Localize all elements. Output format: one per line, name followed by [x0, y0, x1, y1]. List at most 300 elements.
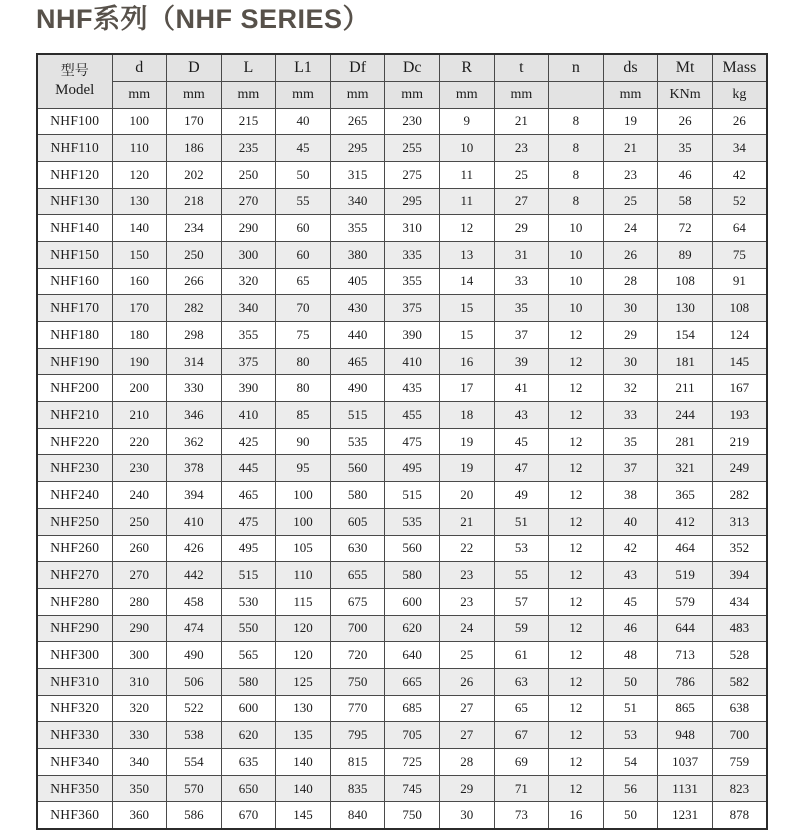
column-unit-mt: KNm — [658, 81, 713, 108]
value-cell-r: 13 — [439, 241, 494, 268]
value-cell-mt: 108 — [658, 268, 713, 295]
value-cell-mass: 282 — [712, 482, 767, 509]
value-cell-t: 43 — [494, 402, 549, 429]
value-cell-r: 10 — [439, 135, 494, 162]
value-cell-l: 580 — [221, 668, 276, 695]
table-row-nhf170 — [37, 295, 767, 322]
value-cell-t: 51 — [494, 508, 549, 535]
value-cell-mass: 878 — [712, 802, 767, 829]
model-cell: NHF240 — [37, 482, 112, 509]
value-cell-n: 12 — [549, 588, 604, 615]
value-cell-r: 22 — [439, 535, 494, 562]
value-cell-d: 442 — [167, 562, 222, 589]
value-cell-df: 560 — [330, 455, 385, 482]
value-cell-df: 315 — [330, 161, 385, 188]
value-cell-dc: 495 — [385, 455, 440, 482]
value-cell-mass: 582 — [712, 668, 767, 695]
value-cell-d: 362 — [167, 428, 222, 455]
model-cell: NHF170 — [37, 295, 112, 322]
value-cell-ds: 45 — [603, 588, 658, 615]
value-cell-l: 355 — [221, 322, 276, 349]
value-cell-t: 55 — [494, 562, 549, 589]
value-cell-n: 12 — [549, 402, 604, 429]
value-cell-ds: 30 — [603, 295, 658, 322]
value-cell-d: 260 — [112, 535, 167, 562]
value-cell-t: 73 — [494, 802, 549, 829]
column-header-df: Df — [330, 54, 385, 81]
value-cell-dc: 535 — [385, 508, 440, 535]
value-cell-df: 535 — [330, 428, 385, 455]
value-cell-d: 100 — [112, 108, 167, 135]
table-row-nhf360 — [37, 802, 767, 829]
value-cell-l: 635 — [221, 749, 276, 776]
model-cell: NHF190 — [37, 348, 112, 375]
value-cell-ds: 28 — [603, 268, 658, 295]
value-cell-mass: 352 — [712, 535, 767, 562]
value-cell-ds: 50 — [603, 668, 658, 695]
value-cell-d: 320 — [112, 695, 167, 722]
value-cell-dc: 600 — [385, 588, 440, 615]
value-cell-n: 12 — [549, 322, 604, 349]
model-cell: NHF250 — [37, 508, 112, 535]
table-row-nhf350 — [37, 775, 767, 802]
value-cell-d: 290 — [112, 615, 167, 642]
value-cell-n: 8 — [549, 135, 604, 162]
value-cell-d: 522 — [167, 695, 222, 722]
column-unit-dc: mm — [385, 81, 440, 108]
value-cell-n: 8 — [549, 108, 604, 135]
value-cell-l1: 130 — [276, 695, 331, 722]
value-cell-d: 180 — [112, 322, 167, 349]
value-cell-l: 340 — [221, 295, 276, 322]
value-cell-mt: 281 — [658, 428, 713, 455]
value-cell-d: 110 — [112, 135, 167, 162]
value-cell-l1: 55 — [276, 188, 331, 215]
value-cell-d: 538 — [167, 722, 222, 749]
value-cell-t: 67 — [494, 722, 549, 749]
value-cell-d: 220 — [112, 428, 167, 455]
column-header-mt: Mt — [658, 54, 713, 81]
model-header-zh: 型号 — [60, 63, 89, 79]
value-cell-df: 720 — [330, 642, 385, 669]
table-row-nhf280 — [37, 588, 767, 615]
value-cell-d: 282 — [167, 295, 222, 322]
value-cell-ds: 32 — [603, 375, 658, 402]
value-cell-df: 815 — [330, 749, 385, 776]
value-cell-df: 795 — [330, 722, 385, 749]
value-cell-n: 12 — [549, 562, 604, 589]
value-cell-n: 12 — [549, 482, 604, 509]
value-cell-dc: 685 — [385, 695, 440, 722]
value-cell-ds: 50 — [603, 802, 658, 829]
value-cell-dc: 435 — [385, 375, 440, 402]
value-cell-mass: 108 — [712, 295, 767, 322]
value-cell-df: 770 — [330, 695, 385, 722]
value-cell-mass: 823 — [712, 775, 767, 802]
value-cell-df: 515 — [330, 402, 385, 429]
value-cell-mass: 124 — [712, 322, 767, 349]
column-header-l1: L1 — [276, 54, 331, 81]
table-row-nhf240 — [37, 482, 767, 509]
value-cell-mt: 244 — [658, 402, 713, 429]
value-cell-d: 170 — [112, 295, 167, 322]
value-cell-d: 250 — [167, 241, 222, 268]
table-row-nhf200 — [37, 375, 767, 402]
value-cell-l: 290 — [221, 215, 276, 242]
column-header-l: L — [221, 54, 276, 81]
value-cell-ds: 51 — [603, 695, 658, 722]
value-cell-r: 15 — [439, 295, 494, 322]
value-cell-t: 45 — [494, 428, 549, 455]
value-cell-l1: 145 — [276, 802, 331, 829]
value-cell-ds: 29 — [603, 322, 658, 349]
value-cell-df: 380 — [330, 241, 385, 268]
table-row-nhf320 — [37, 695, 767, 722]
value-cell-d: 330 — [167, 375, 222, 402]
value-cell-mt: 26 — [658, 108, 713, 135]
value-cell-mass: 52 — [712, 188, 767, 215]
column-unit-df: mm — [330, 81, 385, 108]
value-cell-d: 310 — [112, 668, 167, 695]
value-cell-dc: 745 — [385, 775, 440, 802]
table-row-nhf330 — [37, 722, 767, 749]
value-cell-l: 650 — [221, 775, 276, 802]
value-cell-mass: 700 — [712, 722, 767, 749]
value-cell-n: 10 — [549, 215, 604, 242]
value-cell-df: 630 — [330, 535, 385, 562]
value-cell-r: 28 — [439, 749, 494, 776]
value-cell-df: 835 — [330, 775, 385, 802]
value-cell-dc: 355 — [385, 268, 440, 295]
table-row-nhf140 — [37, 215, 767, 242]
value-cell-d: 350 — [112, 775, 167, 802]
value-cell-l1: 80 — [276, 375, 331, 402]
value-cell-mass: 193 — [712, 402, 767, 429]
value-cell-df: 580 — [330, 482, 385, 509]
value-cell-d: 506 — [167, 668, 222, 695]
value-cell-dc: 750 — [385, 802, 440, 829]
model-cell: NHF350 — [37, 775, 112, 802]
value-cell-ds: 42 — [603, 535, 658, 562]
value-cell-r: 19 — [439, 455, 494, 482]
value-cell-df: 295 — [330, 135, 385, 162]
value-cell-mass: 34 — [712, 135, 767, 162]
value-cell-dc: 475 — [385, 428, 440, 455]
value-cell-t: 49 — [494, 482, 549, 509]
model-cell: NHF310 — [37, 668, 112, 695]
column-header-mass: Mass — [712, 54, 767, 81]
model-cell: NHF280 — [37, 588, 112, 615]
model-cell: NHF200 — [37, 375, 112, 402]
value-cell-dc: 390 — [385, 322, 440, 349]
value-cell-l1: 135 — [276, 722, 331, 749]
value-cell-t: 69 — [494, 749, 549, 776]
value-cell-l: 445 — [221, 455, 276, 482]
value-cell-d: 140 — [112, 215, 167, 242]
table-row-nhf160 — [37, 268, 767, 295]
table-row-nhf180 — [37, 322, 767, 349]
table-row-nhf300 — [37, 642, 767, 669]
column-unit-d: mm — [167, 81, 222, 108]
value-cell-r: 11 — [439, 161, 494, 188]
value-cell-ds: 48 — [603, 642, 658, 669]
value-cell-df: 265 — [330, 108, 385, 135]
model-cell: NHF300 — [37, 642, 112, 669]
value-cell-l: 410 — [221, 402, 276, 429]
value-cell-dc: 455 — [385, 402, 440, 429]
value-cell-l1: 120 — [276, 615, 331, 642]
value-cell-d: 378 — [167, 455, 222, 482]
value-cell-l1: 75 — [276, 322, 331, 349]
value-cell-dc: 275 — [385, 161, 440, 188]
value-cell-d: 190 — [112, 348, 167, 375]
value-cell-n: 8 — [549, 188, 604, 215]
value-cell-ds: 54 — [603, 749, 658, 776]
value-cell-d: 270 — [112, 562, 167, 589]
value-cell-l: 475 — [221, 508, 276, 535]
value-cell-mt: 865 — [658, 695, 713, 722]
value-cell-df: 840 — [330, 802, 385, 829]
value-cell-mt: 786 — [658, 668, 713, 695]
value-cell-df: 675 — [330, 588, 385, 615]
value-cell-df: 750 — [330, 668, 385, 695]
value-cell-r: 23 — [439, 562, 494, 589]
value-cell-r: 29 — [439, 775, 494, 802]
value-cell-ds: 26 — [603, 241, 658, 268]
value-cell-mt: 412 — [658, 508, 713, 535]
value-cell-l1: 65 — [276, 268, 331, 295]
table-row-nhf260 — [37, 535, 767, 562]
column-header-d: D — [167, 54, 222, 81]
value-cell-l1: 60 — [276, 215, 331, 242]
value-cell-ds: 30 — [603, 348, 658, 375]
value-cell-mass: 528 — [712, 642, 767, 669]
value-cell-n: 12 — [549, 375, 604, 402]
value-cell-dc: 515 — [385, 482, 440, 509]
value-cell-d: 186 — [167, 135, 222, 162]
value-cell-d: 300 — [112, 642, 167, 669]
value-cell-n: 16 — [549, 802, 604, 829]
value-cell-t: 59 — [494, 615, 549, 642]
model-header-en: Model — [55, 81, 95, 98]
value-cell-n: 12 — [549, 642, 604, 669]
value-cell-dc: 335 — [385, 241, 440, 268]
value-cell-dc: 230 — [385, 108, 440, 135]
value-cell-ds: 25 — [603, 188, 658, 215]
value-cell-t: 29 — [494, 215, 549, 242]
value-cell-n: 12 — [549, 775, 604, 802]
value-cell-l1: 45 — [276, 135, 331, 162]
value-cell-r: 20 — [439, 482, 494, 509]
value-cell-t: 63 — [494, 668, 549, 695]
value-cell-r: 27 — [439, 695, 494, 722]
column-header-dc: Dc — [385, 54, 440, 81]
value-cell-ds: 24 — [603, 215, 658, 242]
model-cell: NHF210 — [37, 402, 112, 429]
value-cell-n: 12 — [549, 455, 604, 482]
value-cell-d: 210 — [112, 402, 167, 429]
value-cell-l: 320 — [221, 268, 276, 295]
value-cell-dc: 640 — [385, 642, 440, 669]
value-cell-l1: 100 — [276, 508, 331, 535]
model-cell: NHF340 — [37, 749, 112, 776]
value-cell-dc: 560 — [385, 535, 440, 562]
value-cell-r: 14 — [439, 268, 494, 295]
value-cell-mt: 154 — [658, 322, 713, 349]
value-cell-mass: 249 — [712, 455, 767, 482]
value-cell-mt: 713 — [658, 642, 713, 669]
value-cell-mt: 1037 — [658, 749, 713, 776]
value-cell-mt: 1131 — [658, 775, 713, 802]
model-cell: NHF220 — [37, 428, 112, 455]
value-cell-r: 18 — [439, 402, 494, 429]
model-cell: NHF110 — [37, 135, 112, 162]
value-cell-df: 430 — [330, 295, 385, 322]
value-cell-l1: 85 — [276, 402, 331, 429]
value-cell-df: 605 — [330, 508, 385, 535]
value-cell-mass: 167 — [712, 375, 767, 402]
value-cell-d: 330 — [112, 722, 167, 749]
model-column-header — [37, 54, 112, 108]
value-cell-mt: 35 — [658, 135, 713, 162]
model-cell: NHF270 — [37, 562, 112, 589]
value-cell-l: 620 — [221, 722, 276, 749]
model-cell: NHF160 — [37, 268, 112, 295]
value-cell-l: 270 — [221, 188, 276, 215]
model-cell: NHF150 — [37, 241, 112, 268]
value-cell-l1: 90 — [276, 428, 331, 455]
table-row-nhf150 — [37, 241, 767, 268]
value-cell-ds: 43 — [603, 562, 658, 589]
value-cell-mt: 1231 — [658, 802, 713, 829]
value-cell-mass: 434 — [712, 588, 767, 615]
column-unit-mass: kg — [712, 81, 767, 108]
value-cell-d: 200 — [112, 375, 167, 402]
value-cell-dc: 725 — [385, 749, 440, 776]
value-cell-n: 12 — [549, 508, 604, 535]
value-cell-ds: 19 — [603, 108, 658, 135]
value-cell-n: 8 — [549, 161, 604, 188]
column-header-r: R — [439, 54, 494, 81]
value-cell-mt: 181 — [658, 348, 713, 375]
value-cell-mt: 130 — [658, 295, 713, 322]
value-cell-dc: 310 — [385, 215, 440, 242]
value-cell-r: 27 — [439, 722, 494, 749]
value-cell-mass: 64 — [712, 215, 767, 242]
value-cell-l: 670 — [221, 802, 276, 829]
value-cell-l: 250 — [221, 161, 276, 188]
model-cell: NHF290 — [37, 615, 112, 642]
value-cell-l1: 140 — [276, 775, 331, 802]
value-cell-d: 160 — [112, 268, 167, 295]
table-row-nhf100 — [37, 108, 767, 135]
value-cell-l1: 110 — [276, 562, 331, 589]
value-cell-n: 10 — [549, 295, 604, 322]
value-cell-t: 37 — [494, 322, 549, 349]
value-cell-n: 12 — [549, 615, 604, 642]
table-row-nhf210 — [37, 402, 767, 429]
value-cell-mt: 519 — [658, 562, 713, 589]
model-cell: NHF260 — [37, 535, 112, 562]
column-unit-l: mm — [221, 81, 276, 108]
value-cell-l: 515 — [221, 562, 276, 589]
value-cell-mass: 145 — [712, 348, 767, 375]
value-cell-d: 458 — [167, 588, 222, 615]
value-cell-mass: 313 — [712, 508, 767, 535]
value-cell-dc: 295 — [385, 188, 440, 215]
value-cell-dc: 410 — [385, 348, 440, 375]
value-cell-mt: 644 — [658, 615, 713, 642]
model-cell: NHF130 — [37, 188, 112, 215]
value-cell-t: 41 — [494, 375, 549, 402]
value-cell-d: 234 — [167, 215, 222, 242]
value-cell-l1: 40 — [276, 108, 331, 135]
value-cell-t: 23 — [494, 135, 549, 162]
value-cell-df: 440 — [330, 322, 385, 349]
value-cell-d: 410 — [167, 508, 222, 535]
table-row-nhf290 — [37, 615, 767, 642]
value-cell-l1: 95 — [276, 455, 331, 482]
value-cell-ds: 37 — [603, 455, 658, 482]
value-cell-n: 12 — [549, 749, 604, 776]
value-cell-df: 405 — [330, 268, 385, 295]
value-cell-d: 570 — [167, 775, 222, 802]
value-cell-r: 26 — [439, 668, 494, 695]
value-cell-l1: 60 — [276, 241, 331, 268]
value-cell-l1: 70 — [276, 295, 331, 322]
value-cell-dc: 375 — [385, 295, 440, 322]
value-cell-l1: 100 — [276, 482, 331, 509]
value-cell-t: 35 — [494, 295, 549, 322]
value-cell-n: 12 — [549, 722, 604, 749]
table-row-nhf220 — [37, 428, 767, 455]
column-header-t: t — [494, 54, 549, 81]
nhf-series-spec-table — [36, 53, 768, 830]
table-row-nhf340 — [37, 749, 767, 776]
value-cell-d: 170 — [167, 108, 222, 135]
model-cell: NHF320 — [37, 695, 112, 722]
value-cell-d: 202 — [167, 161, 222, 188]
value-cell-n: 12 — [549, 695, 604, 722]
value-cell-mt: 211 — [658, 375, 713, 402]
value-cell-ds: 33 — [603, 402, 658, 429]
value-cell-d: 586 — [167, 802, 222, 829]
value-cell-d: 130 — [112, 188, 167, 215]
value-cell-t: 39 — [494, 348, 549, 375]
value-cell-d: 150 — [112, 241, 167, 268]
value-cell-r: 12 — [439, 215, 494, 242]
value-cell-n: 10 — [549, 241, 604, 268]
value-cell-n: 10 — [549, 268, 604, 295]
value-cell-ds: 21 — [603, 135, 658, 162]
value-cell-l: 375 — [221, 348, 276, 375]
value-cell-mass: 394 — [712, 562, 767, 589]
value-cell-df: 340 — [330, 188, 385, 215]
page-title: NHF系列（NHF SERIES） — [36, 4, 371, 34]
value-cell-l1: 80 — [276, 348, 331, 375]
model-cell: NHF360 — [37, 802, 112, 829]
value-cell-d: 314 — [167, 348, 222, 375]
value-cell-l1: 50 — [276, 161, 331, 188]
value-cell-mt: 365 — [658, 482, 713, 509]
table-row-nhf250 — [37, 508, 767, 535]
column-unit-n — [549, 81, 604, 108]
value-cell-t: 47 — [494, 455, 549, 482]
value-cell-l: 530 — [221, 588, 276, 615]
value-cell-n: 12 — [549, 428, 604, 455]
value-cell-l: 425 — [221, 428, 276, 455]
model-cell: NHF140 — [37, 215, 112, 242]
